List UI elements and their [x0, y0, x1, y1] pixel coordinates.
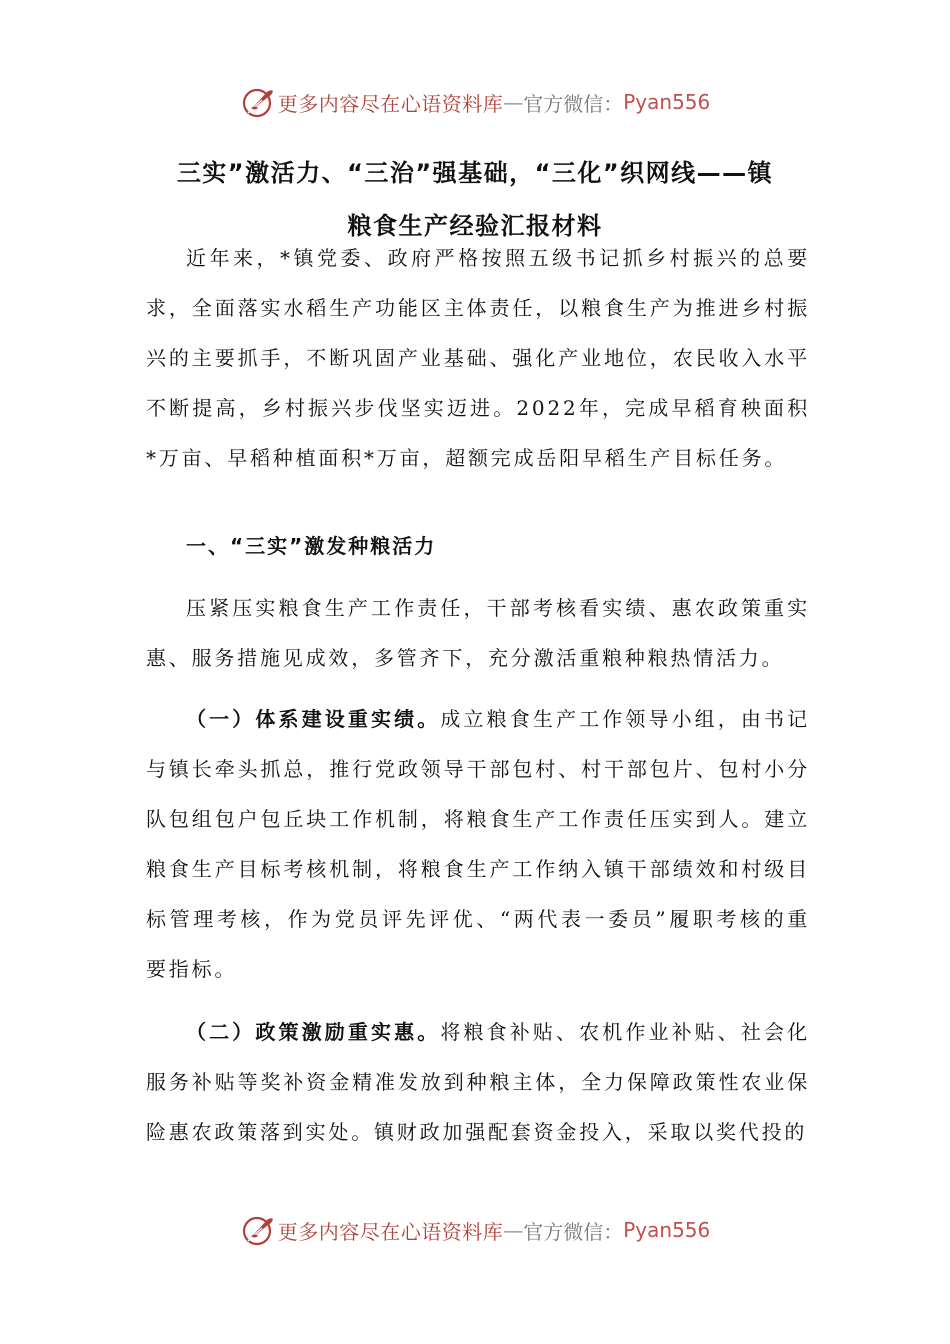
banner-separator: — — [503, 90, 524, 114]
banner-wechat-id: Pyan556 — [623, 90, 711, 114]
item2-text: 将粮食补贴、农机作业补贴、社会化服务补贴等奖补资金精准发放到种粮主体，全力保障政策性农业保险惠农政策落到实处。镇财政加强配套资金投入，采取以奖代投的 — [146, 1020, 810, 1144]
banner-wechat-id: Pyan556 — [623, 1218, 711, 1242]
item1-text: 成立粮食生产工作领导小组，由书记与镇长牵头抓总，推行党政领导干部包村、村干部包片、包村小分队包组包户包丘块工作机制，将粮食生产工作责任压实到人。建立粮食生产目标考核机制，将粮食生产工作纳入镇干部绩效和村级目标管理考核，作为党员评先评优、“两代表一委员”履职考核的重要指标。 — [146, 707, 810, 981]
quill-logo-icon — [240, 84, 276, 120]
banner-text: 更多内容尽在心语资料库 — [277, 1219, 504, 1244]
item2-paragraph — [146, 1007, 810, 1157]
intro-paragraph: 近年来，*镇党委、政府严格按照五级书记抓乡村振兴的总要求，全面落实水稻生产功能区主体责任，以粮食生产为推进乡村振兴的主要抓手，不断巩固产业基础、强化产业地位，农民收入水平不断提高，乡村振兴步伐坚实迈进。2022年，完成早稻育秧面积*万亩、早稻种植面积*万亩，超额完成岳阳早稻生产目标任务。 — [146, 246, 810, 470]
quill-logo-icon — [240, 1212, 276, 1248]
item1-paragraph — [146, 694, 810, 994]
section1-heading: 一、“三实”激发种粮活力 — [186, 534, 437, 558]
banner-wechat-label: 官方微信： — [523, 91, 624, 116]
item1-lead: （一）体系建设重实绩。 — [186, 707, 441, 731]
document-title-line2: 粮食生产经验汇报材料 — [347, 212, 603, 240]
header-banner — [0, 82, 950, 122]
item2-lead: （二）政策激励重实惠。 — [186, 1020, 441, 1044]
banner-wechat-label: 官方微信： — [523, 1219, 624, 1244]
footer-banner — [0, 1210, 950, 1250]
section1-intro-paragraph: 压紧压实粮食生产工作责任，干部考核看实绩、惠农政策重实惠、服务措施见成效，多管齐下，充分激活重粮种粮热情活力。 — [146, 596, 810, 670]
document-title-line1: 三实”激活力、“三治”强基础，“三化”织网线——镇 — [176, 159, 774, 187]
banner-separator: — — [503, 1218, 524, 1242]
banner-text: 更多内容尽在心语资料库 — [277, 91, 504, 116]
